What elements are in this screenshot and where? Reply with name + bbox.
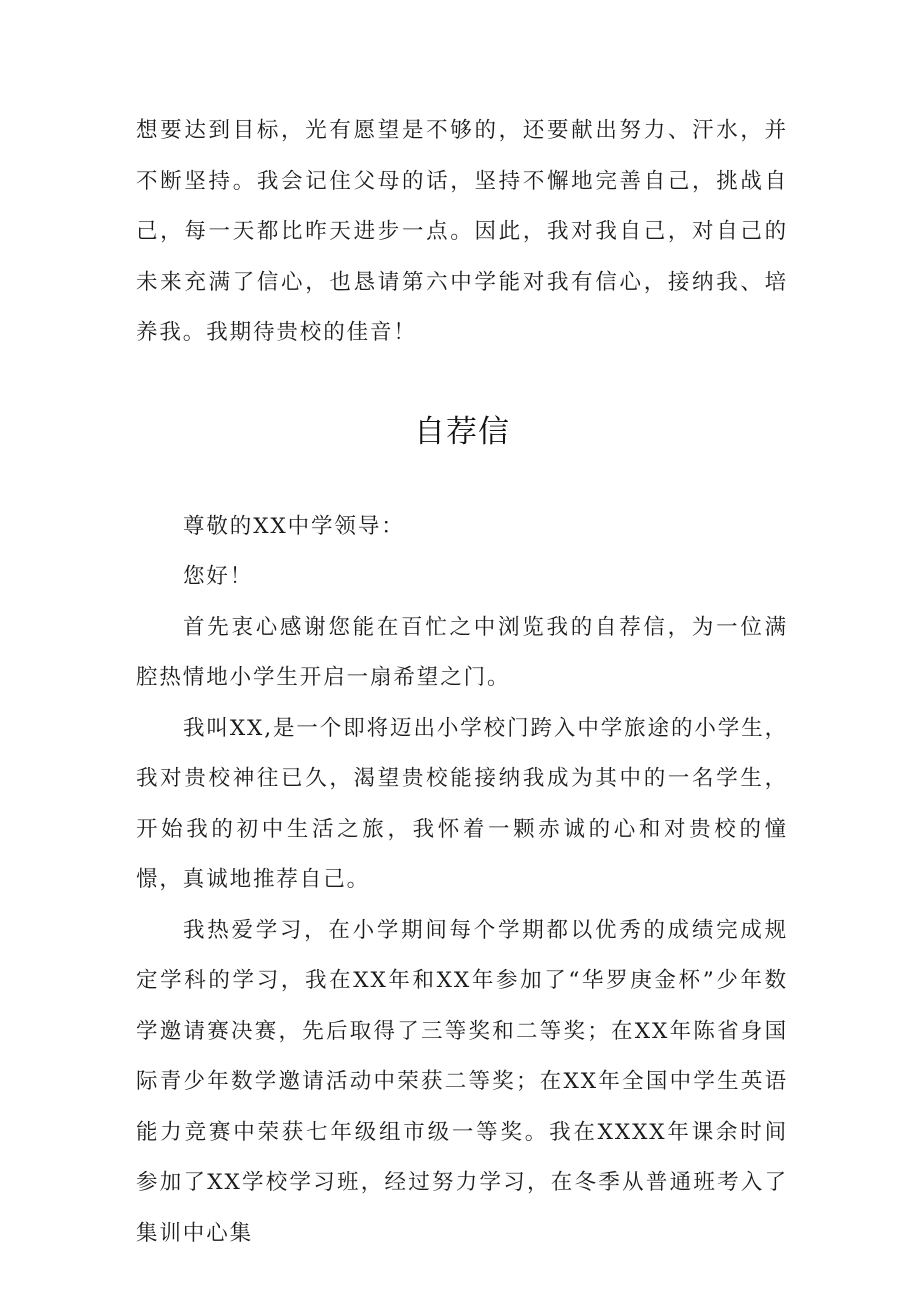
letter-page xyxy=(136,106,788,1259)
spacer xyxy=(136,452,788,502)
body-paragraph-thanks: 首先衷心感谢您能在百忙之中浏览我的自荐信，为一位满腔热情地小学生开启一扇希望之门。 xyxy=(136,614,788,690)
body-paragraph-introduction: 我叫XX,是一个即将迈出小学校门跨入中学旅途的小学生，我对贵校神往已久，渴望贵校能接纳我成为其中的一名学生，开始我的初中生活之旅，我怀着一颗赤诚的心和对贵校的憧憬，真诚地推荐自己。 xyxy=(136,715,788,892)
spacer xyxy=(136,359,788,412)
greeting: 您好！ xyxy=(183,564,254,589)
salutation: 尊敬的XX中学领导： xyxy=(183,513,405,539)
body-paragraph-achievements: 我热爱学习，在小学期间每个学期都以优秀的成绩完成规定学科的学习，我在XX年和XX年参加了“华罗庚金杯”少年数学邀请赛决赛，先后取得了三等奖和二等奖；在XX年陈省身国际青少年数学邀请活动中荣获二等奖；在XX年全国中学生英语能力竞赛中荣获七年级组市级一等奖。我在XXXX年课余时间参加了XX学校学习班，经过努力学习，在冬季从普通班考入了集训中心集 xyxy=(136,917,788,1246)
continued-paragraph: 想要达到目标，光有愿望是不够的，还要献出努力、汗水，并不断坚持。我会记住父母的话，坚持不懈地完善自己，挑战自己，每一天都比昨天进步一点。因此，我对我自己，对自己的未来充满了信心，也恳请第六中学能对我有信心，接纳我、培养我。我期待贵校的佳音！ xyxy=(136,118,788,345)
letter-title: 自荐信 xyxy=(414,413,510,450)
